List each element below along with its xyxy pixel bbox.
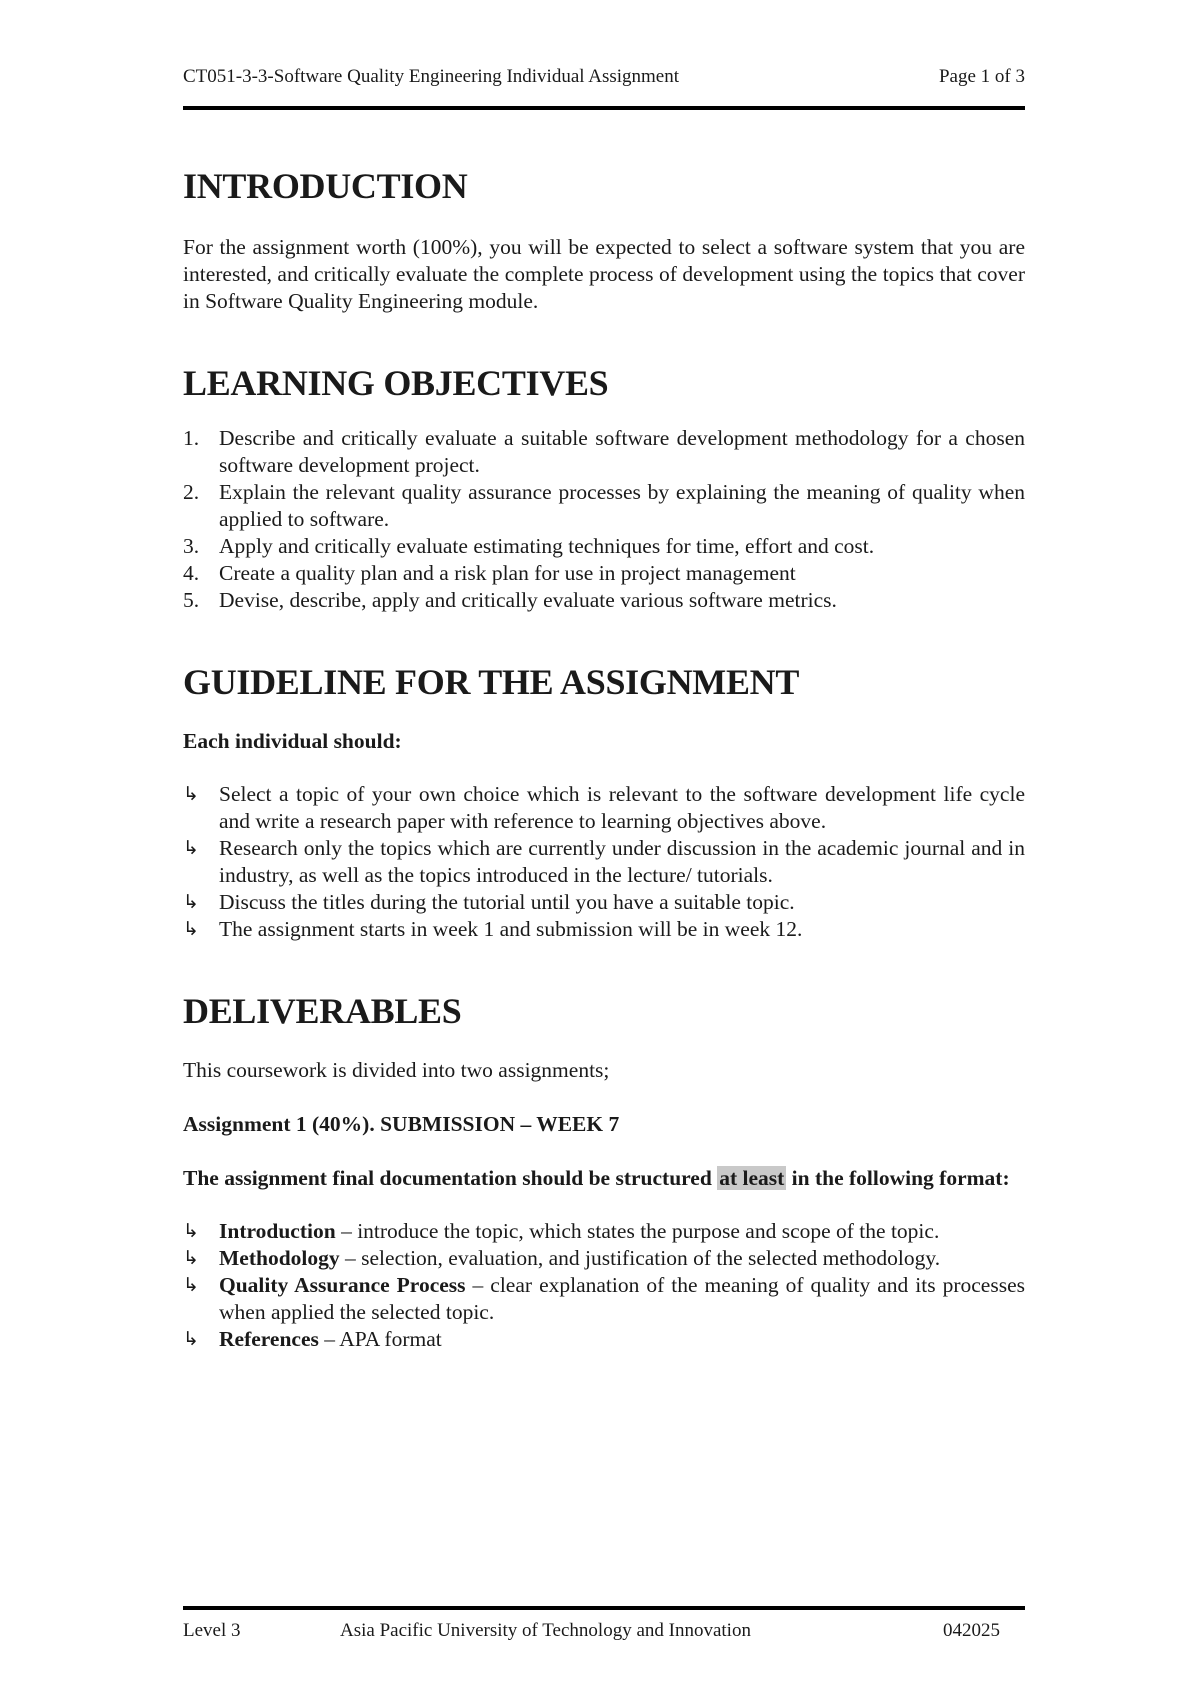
format-description: – APA format bbox=[318, 1327, 442, 1351]
guideline-text: The assignment starts in week 1 and submission will be in week 12. bbox=[219, 917, 803, 941]
page-header bbox=[183, 66, 1025, 96]
objective-number: 5. bbox=[183, 588, 200, 612]
format-description: – selection, evaluation, and justification of the selected methodology. bbox=[339, 1246, 941, 1270]
structure-text-post: in the following format: bbox=[786, 1166, 1010, 1190]
guideline-item bbox=[183, 916, 1025, 943]
format-item bbox=[183, 1272, 1025, 1326]
objective-number: 2. bbox=[183, 480, 200, 504]
format-term: Quality Assurance Process bbox=[219, 1273, 466, 1297]
guideline-heading: GUIDELINE FOR THE ASSIGNMENT bbox=[183, 662, 800, 702]
footer-university: Asia Pacific University of Technology and Innovation bbox=[340, 1620, 751, 1641]
guideline-item bbox=[183, 835, 1025, 889]
arrow-bullet-icon: ↳ bbox=[183, 1328, 199, 1350]
arrow-bullet-icon: ↳ bbox=[183, 783, 199, 805]
objective-text: Explain the relevant quality assurance processes by explaining the meaning of quality when applied to software. bbox=[219, 480, 1025, 531]
structure-instruction bbox=[183, 1165, 1025, 1192]
header-rule bbox=[183, 106, 1025, 110]
header-page-number: Page 1 of 3 bbox=[938, 66, 1025, 87]
footer-rule bbox=[183, 1606, 1025, 1610]
arrow-bullet-icon: ↳ bbox=[183, 837, 199, 859]
introduction-text: For the assignment worth (100%), you will be expected to select a software system that you are interested, and critically evaluate the complete process of development using the topics that cover in Software Quality Engineering module. bbox=[183, 235, 1025, 313]
guideline-text: Select a topic of your own choice which is relevant to the software development life cycle and write a research paper with reference to learning objectives above. bbox=[219, 782, 1025, 833]
guideline-item bbox=[183, 781, 1025, 835]
footer-level: Level 3 bbox=[183, 1620, 241, 1641]
deliverables-heading: DELIVERABLES bbox=[183, 991, 462, 1031]
objective-text: Create a quality plan and a risk plan for use in project management bbox=[219, 561, 796, 585]
objective-number: 3. bbox=[183, 534, 200, 558]
guideline-list bbox=[183, 781, 1025, 943]
format-description: – introduce the topic, which states the purpose and scope of the topic. bbox=[335, 1219, 940, 1243]
page-footer bbox=[183, 1620, 1025, 1650]
format-item bbox=[183, 1218, 1025, 1245]
format-item bbox=[183, 1326, 1025, 1353]
format-term: References bbox=[219, 1327, 319, 1351]
format-description: – clear explanation of the meaning of quality and its processes when applied the selected topic. bbox=[219, 1273, 1025, 1324]
objective-item bbox=[183, 560, 1025, 587]
guideline-text: Discuss the titles during the tutorial until you have a suitable topic. bbox=[219, 890, 795, 914]
introduction-heading: INTRODUCTION bbox=[183, 166, 468, 206]
structure-text-pre: The assignment final documentation should be structured bbox=[183, 1166, 718, 1190]
objective-text: Devise, describe, apply and critically evaluate various software metrics. bbox=[219, 588, 837, 612]
objective-text: Describe and critically evaluate a suitable software development methodology for a chosen software development project. bbox=[219, 426, 1025, 477]
guideline-item bbox=[183, 889, 1025, 916]
arrow-bullet-icon: ↳ bbox=[183, 1274, 199, 1296]
objective-text: Apply and critically evaluate estimating techniques for time, effort and cost. bbox=[219, 534, 875, 558]
objective-item bbox=[183, 425, 1025, 479]
guideline-text: Research only the topics which are currently under discussion in the academic journal and in industry, as well as the topics introduced in the lecture/ tutorials. bbox=[219, 836, 1025, 887]
assignment-1-title: Assignment 1 (40%). SUBMISSION – WEEK 7 bbox=[183, 1112, 620, 1136]
footer-code: 042025 bbox=[943, 1620, 1000, 1641]
deliverables-intro: This coursework is divided into two assignments; bbox=[183, 1058, 610, 1082]
format-term: Introduction bbox=[219, 1219, 336, 1243]
structure-highlight: at least bbox=[719, 1166, 785, 1190]
learning-objectives-heading: LEARNING OBJECTIVES bbox=[183, 363, 609, 403]
arrow-bullet-icon: ↳ bbox=[183, 891, 199, 913]
format-item bbox=[183, 1245, 1025, 1272]
objective-number: 1. bbox=[183, 426, 200, 450]
learning-objectives-list bbox=[183, 425, 1025, 614]
objective-number: 4. bbox=[183, 561, 200, 585]
arrow-bullet-icon: ↳ bbox=[183, 1220, 199, 1242]
document-body bbox=[183, 164, 1025, 1353]
objective-item bbox=[183, 587, 1025, 614]
format-term: Methodology bbox=[219, 1246, 340, 1270]
arrow-bullet-icon: ↳ bbox=[183, 1247, 199, 1269]
guideline-subheading: Each individual should: bbox=[183, 729, 402, 753]
objective-item bbox=[183, 533, 1025, 560]
objective-item bbox=[183, 479, 1025, 533]
format-list bbox=[183, 1218, 1025, 1353]
arrow-bullet-icon: ↳ bbox=[183, 918, 199, 940]
header-title: CT051-3-3-Software Quality Engineering Individual Assignment bbox=[183, 66, 680, 87]
